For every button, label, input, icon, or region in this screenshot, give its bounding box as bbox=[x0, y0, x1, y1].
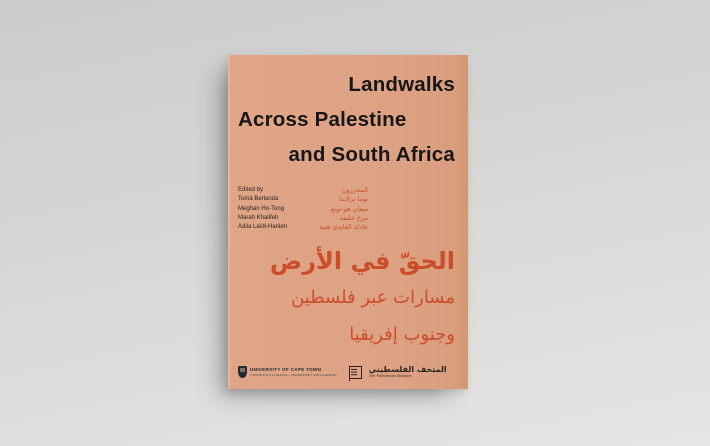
palestinian-museum-mark-icon bbox=[349, 366, 362, 379]
palestinian-museum-logo bbox=[369, 365, 447, 379]
publisher-logos bbox=[238, 363, 455, 381]
uct-shield-icon bbox=[238, 366, 247, 378]
uct-name: UNIVERSITY OF CAPE TOWN bbox=[250, 367, 322, 373]
english-title-line3: and South Africa bbox=[288, 143, 455, 166]
credits-english bbox=[238, 186, 287, 232]
uct-subtitle: IYUNIVESITHI YASEKAPA • UNIVERSITEIT VAN KAAPSTAD bbox=[250, 372, 337, 377]
editor-name-en: Tomà Berlanda bbox=[238, 196, 279, 203]
palestinian-museum-name-ar: المتحف الفلسطيني bbox=[368, 365, 447, 375]
credits-block bbox=[238, 186, 368, 232]
editor-name-en: Meghan Ho-Tong bbox=[238, 205, 285, 212]
english-title-line1: Landwalks bbox=[348, 73, 455, 96]
book-cover bbox=[228, 55, 468, 389]
editor-name-en: Marah Khalifeh bbox=[238, 214, 279, 221]
editor-name-en: Adila Laïdi-Hanieh bbox=[238, 224, 288, 231]
english-title bbox=[228, 67, 468, 172]
arabic-title-line3: وجنوب إفريقيا bbox=[349, 324, 455, 345]
arabic-title-line2: مسارات عبر فلسطين bbox=[291, 287, 455, 308]
uct-logo-text bbox=[250, 367, 337, 377]
credits-heading-en: Edited by bbox=[238, 187, 264, 193]
editor-name-ar: مرح خليفة bbox=[339, 213, 368, 222]
editor-name-ar: ميغان هو-تونغ bbox=[331, 204, 368, 213]
english-title-line2: Across Palestine bbox=[238, 108, 407, 131]
editor-name-ar: عادلة العايدي هنية bbox=[319, 223, 368, 232]
arabic-title bbox=[228, 245, 468, 348]
editor-name-ar: توما برلاندا bbox=[339, 195, 368, 204]
credits-heading-ar: المحررون bbox=[341, 186, 368, 194]
palestinian-museum-name-en: The Palestinian Museum bbox=[368, 374, 412, 379]
arabic-title-line1: الحقّ في الأرض bbox=[269, 247, 455, 275]
credits-arabic bbox=[320, 186, 368, 232]
uct-logo bbox=[238, 366, 337, 378]
